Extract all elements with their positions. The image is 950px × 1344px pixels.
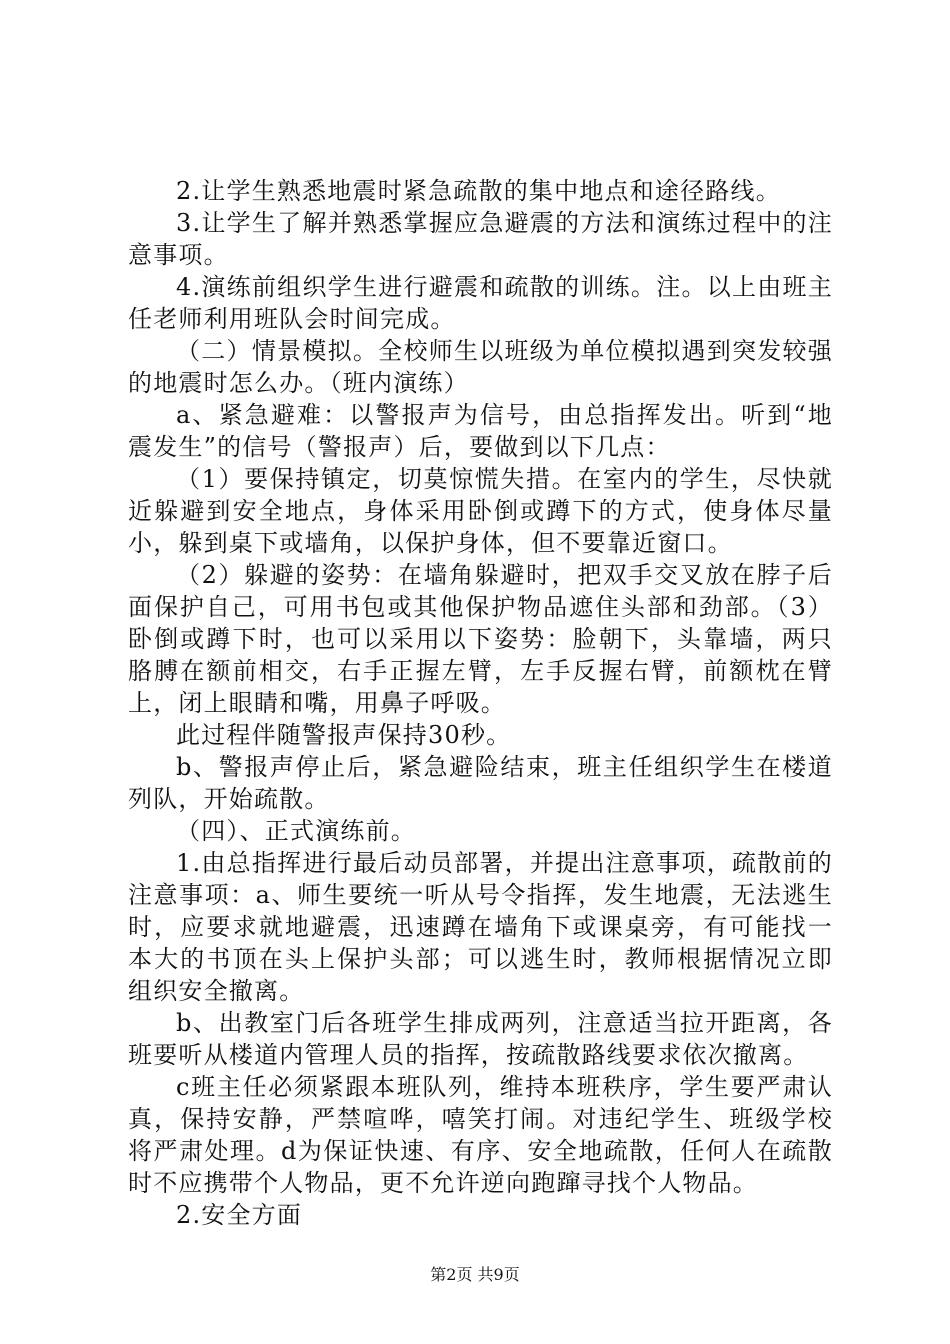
paragraph: 2.安全方面 (176, 1201, 303, 1229)
paragraph: （四）、正式演练前。 (176, 817, 416, 845)
paragraph: b、出教室门后各班学生排成两列，注意适当拉开距离，各班要听从楼道内管理人员的指挥，按疏散路线要求依次撤离。 (128, 1009, 833, 1069)
paragraph: （二）情景模拟。全校师生以班级为单位模拟遇到突发较强的地震时怎么办。（班内演练） (128, 337, 833, 397)
paragraph: b、警报声停止后，紧急避险结束，班主任组织学生在楼道列队，开始疏散。 (128, 753, 833, 813)
page-number-footer: 第2页 共9页 (430, 1265, 520, 1284)
paragraph: c班主任必须紧跟本班队列，维持本班秩序，学生要严肃认真，保持安静，严禁喧哗，嘻笑打闹。对违纪学生、班级学校将严肃处理。d为保证快速、有序、安全地疏散，任何人在疏散时不应携带个人物品，更不允许逆向跑蹿寻找个人物品。 (128, 1073, 833, 1197)
paragraph: a、紧急避难：以警报声为信号，由总指挥发出。听到“地震发生”的信号（警报声）后，要做到以下几点： (128, 401, 833, 461)
paragraph: （1）要保持镇定，切莫惊慌失措。在室内的学生，尽快就近躲避到安全地点，身体采用卧倒或蹲下的方式，使身体尽量小，躲到桌下或墙角，以保护身体，但不要靠近窗口。 (128, 465, 833, 557)
document-body (128, 175, 833, 1231)
paragraph: 2.让学生熟悉地震时紧急疏散的集中地点和途径路线。 (176, 177, 781, 205)
paragraph: 此过程伴随警报声保持30秒。 (176, 721, 512, 749)
paragraph: 4.演练前组织学生进行避震和疏散的训练。注。以上由班主任老师利用班队会时间完成。 (128, 273, 833, 333)
paragraph: （2）躲避的姿势：在墙角躲避时，把双手交叉放在脖子后面保护自己，可用书包或其他保护物品遮住头部和劲部。（3）卧倒或蹲下时，也可以采用以下姿势：脸朝下，头靠墙，两只胳膊在额前相交，右手正握左臂，左手反握右臂，前额枕在臂上，闭上眼睛和嘴，用鼻子呼吸。 (128, 561, 833, 717)
paragraph: 1.由总指挥进行最后动员部署，并提出注意事项，疏散前的注意事项：a、师生要统一听从号令指挥，发生地震，无法逃生时，应要求就地避震，迅速蹲在墙角下或课桌旁，有可能找一本大的书顶在头上保护头部；可以逃生时，教师根据情况立即组织安全撤离。 (128, 849, 833, 1005)
paragraph: 3.让学生了解并熟悉掌握应急避震的方法和演练过程中的注意事项。 (128, 209, 833, 269)
